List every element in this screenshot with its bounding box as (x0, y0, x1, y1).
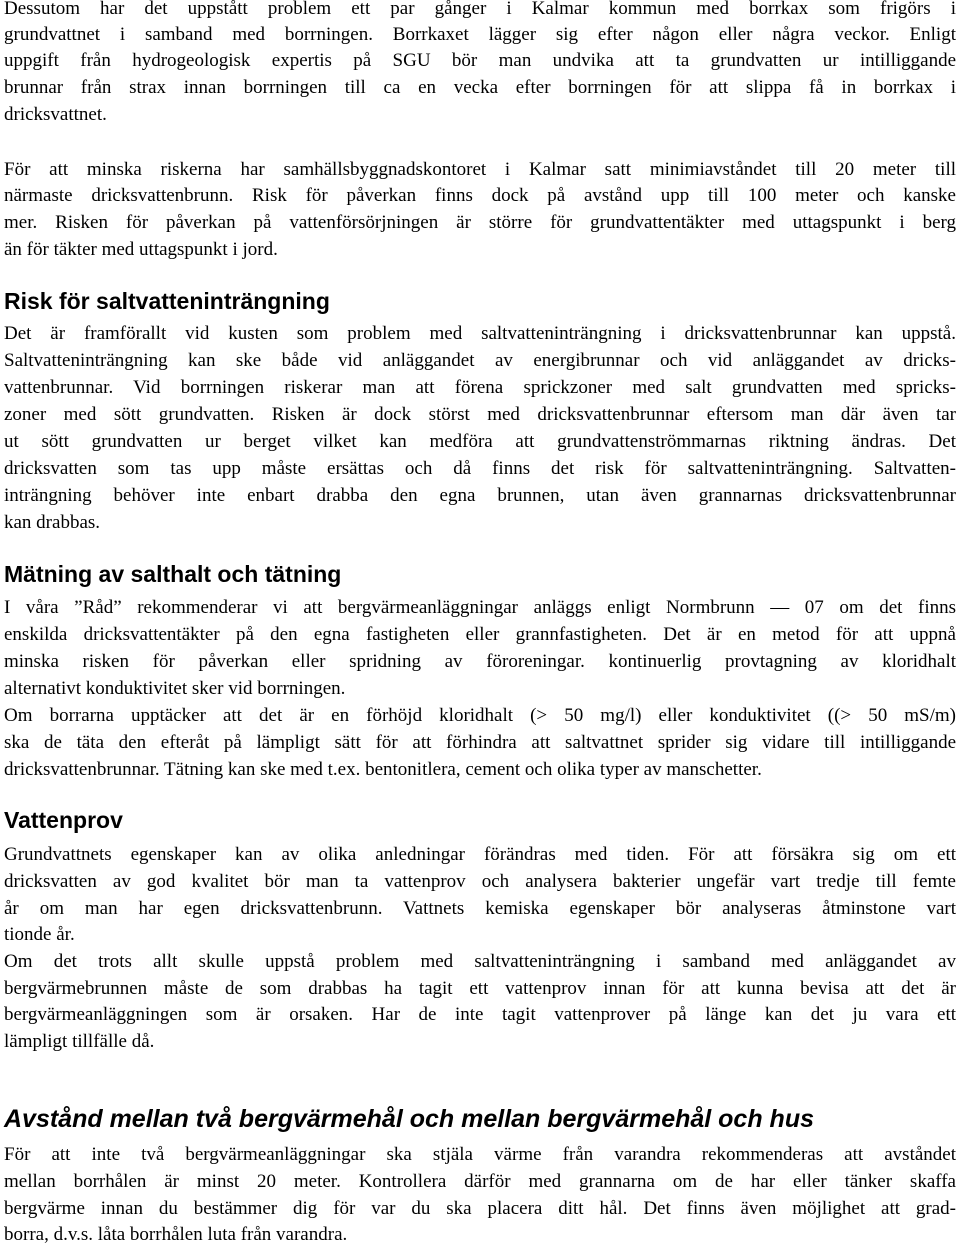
section-heading: Mätning av salthalt och tätning (4, 561, 342, 587)
section-heading: Avstånd mellan två bergvärmehål och mellan bergvärmehål och hus (4, 1105, 814, 1133)
text-line: För att minska riskerna har samhällsbyggnadskontoret i Kalmar satt minimiavståndet till 20 meter till (4, 159, 956, 180)
text-line: uppgift från hydrogeologisk expertis på SGU bör man undvika att ta grundvatten ur intilliggande (4, 50, 956, 71)
text-line: lämpligt tillfälle då. (4, 1031, 155, 1052)
text-line: Om det trots allt skulle uppstå problem med saltvatteninträngning i samband med anläggandet av (4, 951, 956, 972)
text-line: Grundvattnets egenskaper kan av olika anledningar förändras med tiden. För att försäkra sig om ett (4, 844, 956, 865)
text-line: bergvärmebrunnen måste de som drabbas ha tagit ett vattenprov innan för att kunna bevisa att det är (4, 978, 956, 999)
text-line: Om borrarna upptäcker att det är en förhöjd kloridhalt (> 50 mg/l) eller konduktivitet ((> 50 mS/m) (4, 705, 956, 726)
text-line: vattenbrunnar. Vid borrningen riskerar man att förena sprickzoner med salt grundvatten med spricks- (4, 377, 956, 398)
text-line: år om man har egen dricksvattenbrunn. Vattnets kemiska egenskaper bör analyseras åtminstone vart (4, 898, 956, 919)
section-heading: Risk för saltvatteninträngning (4, 288, 330, 314)
text-line: bergvärme innan du bestämmer dig för var du ska placera ditt hål. Det finns även möjlighet att grad- (4, 1198, 956, 1219)
section-heading: Vattenprov (4, 807, 123, 833)
text-line: inträngning behöver inte enbart drabba den egna brunnen, utan även grannarnas dricksvattenbrunnar (4, 485, 956, 506)
text-line: Det är framförallt vid kusten som problem med saltvatteninträngning i dricksvattenbrunnar kan uppstå. (4, 323, 956, 344)
text-line: dricksvatten som tas upp måste ersättas och då finns det risk för saltvatteninträngning. Saltvatten- (4, 458, 956, 479)
text-line: Dessutom har det uppstått problem ett par gånger i Kalmar kommun med borrkax som frigörs i (4, 0, 956, 19)
text-line: kan drabbas. (4, 512, 101, 533)
text-line: dricksvattnet. (4, 104, 107, 125)
text-line: alternativt konduktivitet sker vid borrningen. (4, 678, 346, 699)
text-line: ska de täta den efteråt på lämpligt sätt för att förhindra att saltvattnet sprider sig vidare till intilliggande (4, 732, 956, 753)
text-line: än för täkter med uttagspunkt i jord. (4, 239, 278, 260)
text-line: mer. Risken för påverkan på vattenförsörjningen är större för grundvattentäkter med uttagspunkt i berg (4, 212, 956, 233)
text-line: För att inte två bergvärmeanläggningar ska stjäla värme från varandra rekommenderas att avståndet (4, 1144, 956, 1165)
text-line: borra, d.v.s. låta borrhålen luta från varandra. (4, 1224, 348, 1245)
text-line: grundvattnet i samband med borrningen. Borrkaxet lägger sig efter någon eller några veckor. Enligt (4, 24, 956, 45)
text-line: närmaste dricksvattenbrunn. Risk för påverkan finns dock på avstånd upp till 100 meter och kanske (4, 185, 956, 206)
text-line: minska risken för påverkan eller spridning av föroreningar. kontinuerlig provtagning av kloridhalt (4, 651, 956, 672)
text-line: brunnar från strax innan borrningen till ca en vecka efter borrningen för att slippa få in borrkax i (4, 77, 956, 98)
text-line: zoner med sött grundvatten. Risken är dock störst med dricksvattenbrunnar eftersom man där även tar (4, 404, 956, 425)
text-line: dricksvattenbrunnar. Tätning kan ske med t.ex. bentonitlera, cement och olika typer av manschetter. (4, 759, 762, 780)
text-line: enskilda dricksvattentäkter på den egna fastigheten eller grannfastigheten. Det är en metod för att uppnå (4, 624, 956, 645)
text-line: ut sött grundvatten ur berget vilket kan medföra att grundvattenströmmarnas riktning ändras. Det (4, 431, 956, 452)
text-line: Saltvatteninträngning kan ske både vid anläggandet av energibrunnar och vid anläggandet av dricks- (4, 350, 956, 371)
text-line: I våra ”Råd” rekommenderar vi att bergvärmeanläggningar anläggs enligt Normbrunn — 07 om det finns (4, 597, 956, 618)
text-line: tionde år. (4, 924, 75, 945)
text-line: bergvärmeanläggningen som är orsaken. Har de inte tagit vattenprover på länge kan det ju vara ett (4, 1004, 956, 1025)
text-line: mellan borrhålen är minst 20 meter. Kontrollera därför med grannarna om de har eller tänker skaffa (4, 1171, 956, 1192)
text-line: dricksvatten av god kvalitet bör man ta vattenprov och analysera bakterier ungefär vart tredje till femte (4, 871, 956, 892)
